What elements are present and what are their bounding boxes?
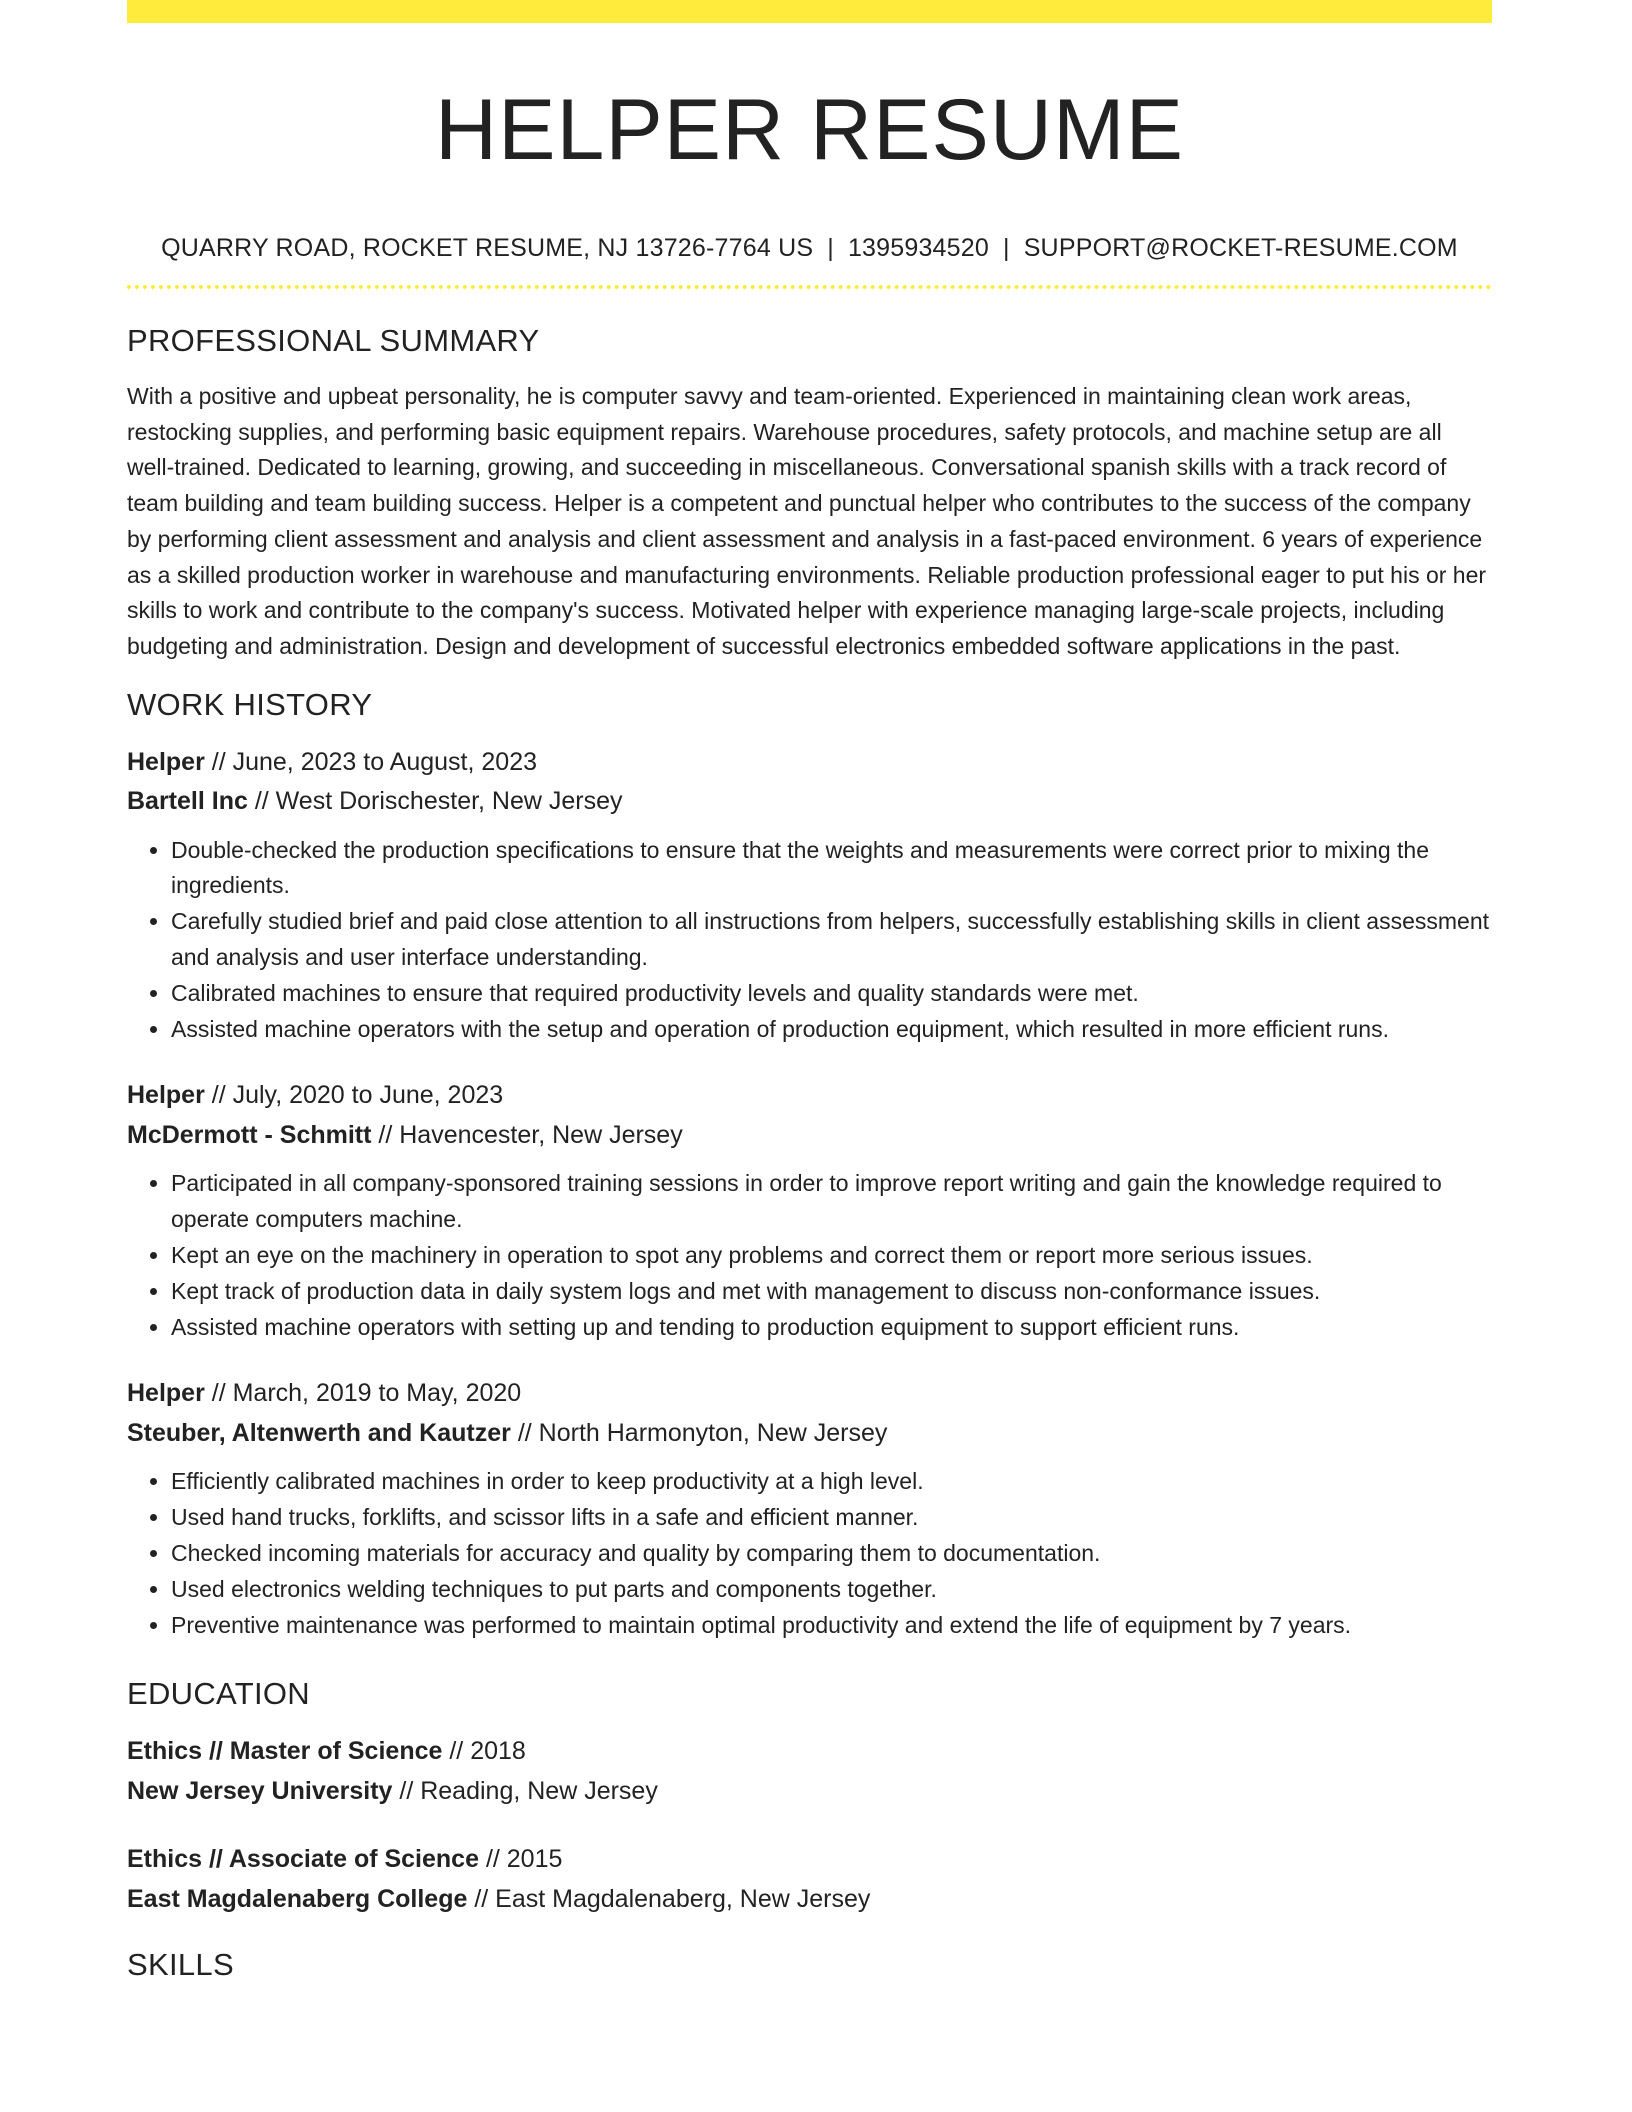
contact-separator: | — [1002, 234, 1010, 262]
education-location: // Reading, New Jersey — [392, 1776, 658, 1805]
education-degree-line — [127, 1732, 1492, 1772]
job-company-line — [127, 1414, 1492, 1454]
job-entry — [127, 743, 1492, 1048]
job-dates: // July, 2020 to June, 2023 — [204, 1081, 504, 1110]
job-company: Steuber, Altenwerth and Kautzer — [127, 1418, 511, 1447]
education-location: // East Magdalenaberg, New Jersey — [467, 1884, 871, 1913]
education-year: // 2015 — [479, 1845, 563, 1874]
summary-heading: PROFESSIONAL SUMMARY — [127, 323, 540, 358]
contact-line — [127, 233, 1492, 263]
job-bullet: • Efficiently calibrated machines in order to keep productivity at a high level. — [171, 1464, 1492, 1500]
job-bullet-list — [127, 1464, 1492, 1643]
job-bullet: • Participated in all company-sponsored training sessions in order to improve report writing and gain the knowledge required to operate computers machine. — [171, 1166, 1492, 1238]
job-bullet: • Preventive maintenance was performed to maintain optimal productivity and extend the life of equipment by 7 years. — [171, 1608, 1492, 1644]
work-history-heading: WORK HISTORY — [127, 686, 373, 722]
job-location: // Havencester, New Jersey — [371, 1120, 683, 1149]
education-degree-line — [127, 1840, 1492, 1880]
education-year: // 2018 — [442, 1737, 526, 1766]
education-entry — [127, 1732, 1492, 1811]
skills-heading: SKILLS — [127, 1947, 234, 1983]
education-school-line — [127, 1880, 1492, 1920]
contact-email: SUPPORT@ROCKET-RESUME.COM — [1023, 234, 1458, 262]
job-role: Helper — [127, 1081, 205, 1110]
resume-content — [127, 0, 1492, 1983]
job-bullet: • Carefully studied brief and paid close attention to all instructions from helpers, successfully establishing skills in client assessment and analysis and user interface understanding. — [171, 904, 1492, 976]
contact-phone: 1395934520 — [847, 234, 989, 262]
job-bullet: • Calibrated machines to ensure that required productivity levels and quality standards were met. — [171, 976, 1492, 1012]
education-school: East Magdalenaberg College — [127, 1884, 468, 1913]
job-dates: // June, 2023 to August, 2023 — [204, 747, 538, 776]
job-bullet: • Assisted machine operators with the setup and operation of production equipment, which resulted in more efficient runs. — [171, 1012, 1492, 1048]
education-degree: Ethics // Associate of Science — [127, 1845, 479, 1874]
job-entry — [127, 1076, 1492, 1345]
education-school-line — [127, 1772, 1492, 1812]
job-bullet: • Checked incoming materials for accuracy and quality by comparing them to documentation. — [171, 1536, 1492, 1572]
job-entry — [127, 1374, 1492, 1643]
job-company: McDermott - Schmitt — [127, 1120, 372, 1149]
job-bullet: • Used hand trucks, forklifts, and scissor lifts in a safe and efficient manner. — [171, 1500, 1492, 1536]
job-company: Bartell Inc — [127, 787, 248, 816]
job-bullet: • Double-checked the production specifications to ensure that the weights and measurements were correct prior to mixing the ingredients. — [171, 833, 1492, 905]
job-location: // North Harmonyton, New Jersey — [510, 1418, 888, 1447]
contact-separator: | — [827, 234, 834, 262]
education-school: New Jersey University — [127, 1776, 393, 1805]
job-role: Helper — [127, 1379, 205, 1408]
education-degree: Ethics // Master of Science — [127, 1737, 443, 1766]
job-bullet-list — [127, 833, 1492, 1048]
job-title-line — [127, 743, 1492, 783]
job-role: Helper — [127, 747, 205, 776]
job-company-line — [127, 1116, 1492, 1156]
job-title-line — [127, 1076, 1492, 1116]
job-bullet: • Kept an eye on the machinery in operation to spot any problems and correct them or report more serious issues. — [171, 1238, 1492, 1274]
dotted-divider — [127, 285, 1492, 289]
resume-name: HELPER RESUME — [435, 82, 1184, 178]
job-location: // West Dorischester, New Jersey — [247, 787, 623, 816]
job-bullet: • Kept track of production data in daily system logs and met with management to discuss non-conformance issues. — [171, 1274, 1492, 1310]
contact-address: QUARRY ROAD, ROCKET RESUME, NJ 13726-7764 US — [161, 234, 814, 262]
education-entry — [127, 1840, 1492, 1919]
job-bullet-list — [127, 1166, 1492, 1345]
job-title-line — [127, 1374, 1492, 1414]
job-bullet: • Assisted machine operators with setting up and tending to production equipment to support efficient runs. — [171, 1310, 1492, 1346]
job-company-line — [127, 782, 1492, 822]
summary-text: With a positive and upbeat personality, he is computer savvy and team-oriented. Experienced in maintaining clean work areas, restocking supplies, and performing basic equipment repairs. Warehouse procedures, safety protocols, and machine setup are all well-trained. Dedicated to learning, growing, and succeeding in miscellaneous. Conversational spanish skills with a track record of team building and team building success. Helper is a competent and punctual helper who contributes to the success of the company by performing client assessment and analysis and client assessment and analysis in a fast-paced environment. 6 years of experience as a skilled production worker in warehouse and manufacturing environments. Reliable production professional eager to put his or her skills to work and contribute to the company's success. Motivated helper with experience managing large-scale projects, including budgeting and administration. Design and development of successful electronics embedded software applications in the past. — [127, 383, 1487, 659]
job-bullet: • Used electronics welding techniques to put parts and components together. — [171, 1572, 1492, 1608]
job-dates: // March, 2019 to May, 2020 — [204, 1379, 522, 1408]
education-heading: EDUCATION — [127, 1676, 310, 1712]
